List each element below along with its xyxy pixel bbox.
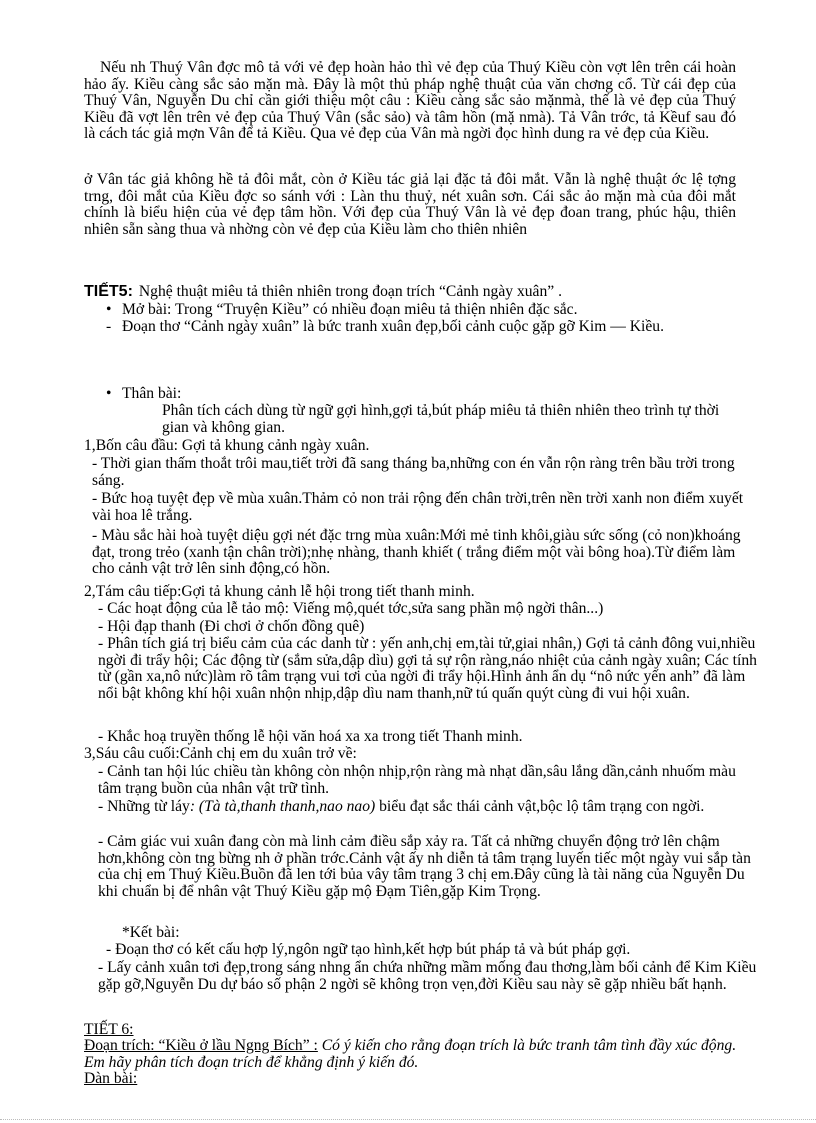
tiet6-lead: Đoạn trích: “Kiều ở lầu Ngng Bích” : [84, 1037, 318, 1054]
section-1-line-1: - Thời gian thấm thoắt trôi mau,tiết trời đã sang tháng ba,những con én vẫn rộn ràng trên bầu trời trong sáng. [92, 455, 735, 489]
intro-paragraph-2: ở Vân tác giả không hề tả đôi mắt, còn ở Kiều tác giả lại đặc tả đôi mắt. Vẫn là nghệ thuật ớc lệ tợng trng, đôi mắt của Kiều đợc so sánh với : Làn thu thuỷ, nét xuân sơn. Cái sắc ảo mặn mà của đôi mắt chính là biểu hiện của vẻ đẹp tâm hồn. Với đẹp của Thuý Vân là vẻ đẹp đoan trang, phúc hậu, thiên nhiên sẵn sàng thua và nhờng còn vẻ đẹp của Kiều làm cho thiên nhiên [84, 171, 736, 238]
section-2-title: 2,Tám câu tiếp:Gợi tả khung cảnh lễ hội trong tiết thanh minh. [84, 583, 475, 600]
tiet5-title: Nghệ thuật miêu tả thiên nhiên trong đoạn trích “Cảnh ngày xuân” . [138, 283, 562, 300]
section-2-line-4: - Khắc hoạ truyền thống lễ hội văn hoá xa xa trong tiết Thanh minh. [98, 728, 523, 745]
tiet5-label: TIẾT5: [84, 283, 133, 300]
tiet6-question: Có ý kiến cho rằng đoạn trích là bức tranh tâm tình đầy xúc động. Em hãy phân tích đoạn trích để khẳng định ý kiến đó. [84, 1037, 737, 1071]
tu-lay-rest: biểu đạt sắc thái cảnh vật,bộc lộ tâm trạng con ngời. [375, 798, 705, 815]
dash-marker: - [106, 317, 112, 335]
list-item [84, 386, 736, 403]
tiet6-heading: TIẾT 6: [84, 1021, 134, 1038]
list-item-text: Đoạn thơ “Cảnh ngày xuân” là bức tranh xuân đẹp,bối cảnh cuộc gặp gỡ Kim — Kiều. [122, 317, 664, 335]
page-edge-divider [0, 1119, 816, 1123]
ket-bai-label: *Kết bài: [122, 924, 180, 941]
section-3-line-3: - Cảm giác vui xuân đang còn mà linh cảm điều sắp xảy ra. Tất cả những chuyển động trở lên chậm hơn,không còn tng bừng nh ở phần trớc.Cảnh vật ấy nh diễn tả tâm trạng luyến tiếc một ngày vui sắp tàn của chị em Thuý Kiều.Buồn đã len tới bủa vây tâm trạng 3 chị em.Đây cũng là tài năng của Nguyễn Du khi chuẩn bị để nhân vật Thuý Kiều gặp mộ Đạm Tiên,gặp Kim Trọng. [98, 833, 751, 900]
bullet-marker: • [106, 301, 112, 318]
section-3-title: 3,Sáu câu cuối:Cảnh chị em du xuân trở về: [84, 745, 357, 762]
ket-bai-line-2: - Lấy cảnh xuân tơi đẹp,trong sáng nhng ẩn chứa những mầm mống đau thơng,làm bối cảnh để Kim Kiều gặp gỡ,Nguyễn Du dự báo số phận 2 ngời sẽ không trọn vẹn,đời Kiều sau này sẽ gặp nhiều bất hạnh. [98, 959, 757, 993]
tu-lay-lead: - Những từ láy [98, 798, 190, 815]
tu-lay-examples: : (Tà tà,thanh thanh,nao nao) [189, 798, 376, 815]
intro-paragraph-1: Nếu nh Thuý Vân đợc mô tả với vẻ đẹp hoàn hảo thì vẻ đẹp của Thuý Kiều còn vợt lên trên cái hoàn hảo ấy. Kiều càng sắc sảo mặn mà. Đây là một thủ pháp nghệ thuật của văn chơng cổ. Từ cái đẹp của Thuý Vân, Nguyễn Du chỉ cần giới thiệu một câu : Kiều càng sắc sảo mặnmà, thế là vẻ đẹp của Thuý Kiều đã vợt lên trên vẻ đẹp của Thuý Vân (sắc sảo) và tâm hồn (mặ nmà). Tả Vân trớc, tả Kềuf sau đó là cách tác giả mợn Vân để tả Kiều. Qua vẻ đẹp của Vân mà ngời đọc hình dung ra vẻ đẹp của Kiều. [84, 59, 736, 143]
than-bai-list [84, 386, 736, 403]
tiet6-prompt [84, 1038, 744, 1071]
bullet-marker: • [106, 385, 112, 402]
section-3-line-2 [84, 799, 758, 816]
dan-bai-label: Dàn bài: [84, 1070, 138, 1087]
list-item [84, 302, 736, 319]
ket-bai-line-1: - Đoạn thơ có kết cấu hợp lý,ngôn ngữ tạo hình,kết hợp bút pháp tả và bút pháp gợi. [106, 941, 631, 958]
section-1-line-2: - Bức hoạ tuyệt đẹp về mùa xuân.Thảm cỏ non trải rộng đến chân trời,trên nền trời xanh non điểm xuyết vài hoa lê trắng. [92, 490, 744, 524]
list-item-text: Mở bài: Trong “Truyện Kiều” có nhiều đoạn miêu tả thiện nhiên đặc sắc. [122, 301, 578, 318]
section-1-line-3: - Màu sắc hài hoà tuyệt diệu gợi nét đặc trng mùa xuân:Mới mẻ tinh khôi,giàu sức sống (cỏ non)khoáng đạt, trong trẻo (xanh tận chân trời);nhẹ nhàng, thanh khiết ( trắng điểm một vài bông hoa).Từ điểm làm cho cảnh vật trở lên sinh động,có hồn. [92, 527, 741, 578]
section-3-line-1: - Cảnh tan hội lúc chiều tàn không còn nhộn nhịp,rộn ràng mà nhạt dần,sâu lắng dần,cảnh nhuốm màu tâm trạng buồn của nhân vật trữ tình. [98, 763, 736, 797]
than-bai-description: Phân tích cách dùng từ ngữ gợi hình,gợi tả,bút pháp miêu tả thiên nhiên theo trình tự thời gian và không gian. [162, 402, 720, 436]
list-item [84, 319, 736, 336]
section-2-line-3: - Phân tích giá trị biểu cảm của các danh từ : yến anh,chị em,tài tử,giai nhân,) Gợi tả cảnh đông vui,nhiều ngời đi trẩy hội; Các động từ (sắm sửa,dập dìu) gợi tả sự rộn ràng,náo nhiệt của cảnh ngày xuân; Các tính từ (gần xa,nô nức)làm rõ tâm trạng vui tơi của ngời đi trẩy hội.Hình ảnh ẩn dụ “nô nức yến anh” đã làm nổi bật không khí hội xuân nhộn nhịp,dập dìu nam thanh,nữ tú quấn quýt cùng đi vui hội xuân. [98, 635, 757, 702]
section-2-line-1: - Các hoạt động của lễ tảo mộ: Viếng mộ,quét tớc,sửa sang phần mộ ngời thân...) [98, 600, 604, 617]
mo-bai-list [84, 302, 736, 335]
than-bai-label: Thân bài: [122, 385, 182, 402]
section-1-title: 1,Bốn câu đầu: Gợi tả khung cảnh ngày xuân. [84, 437, 370, 454]
section-2-line-2: - Hội đạp thanh (Đi chơi ở chốn đồng quê) [98, 618, 365, 635]
tiet5-heading [84, 284, 736, 301]
